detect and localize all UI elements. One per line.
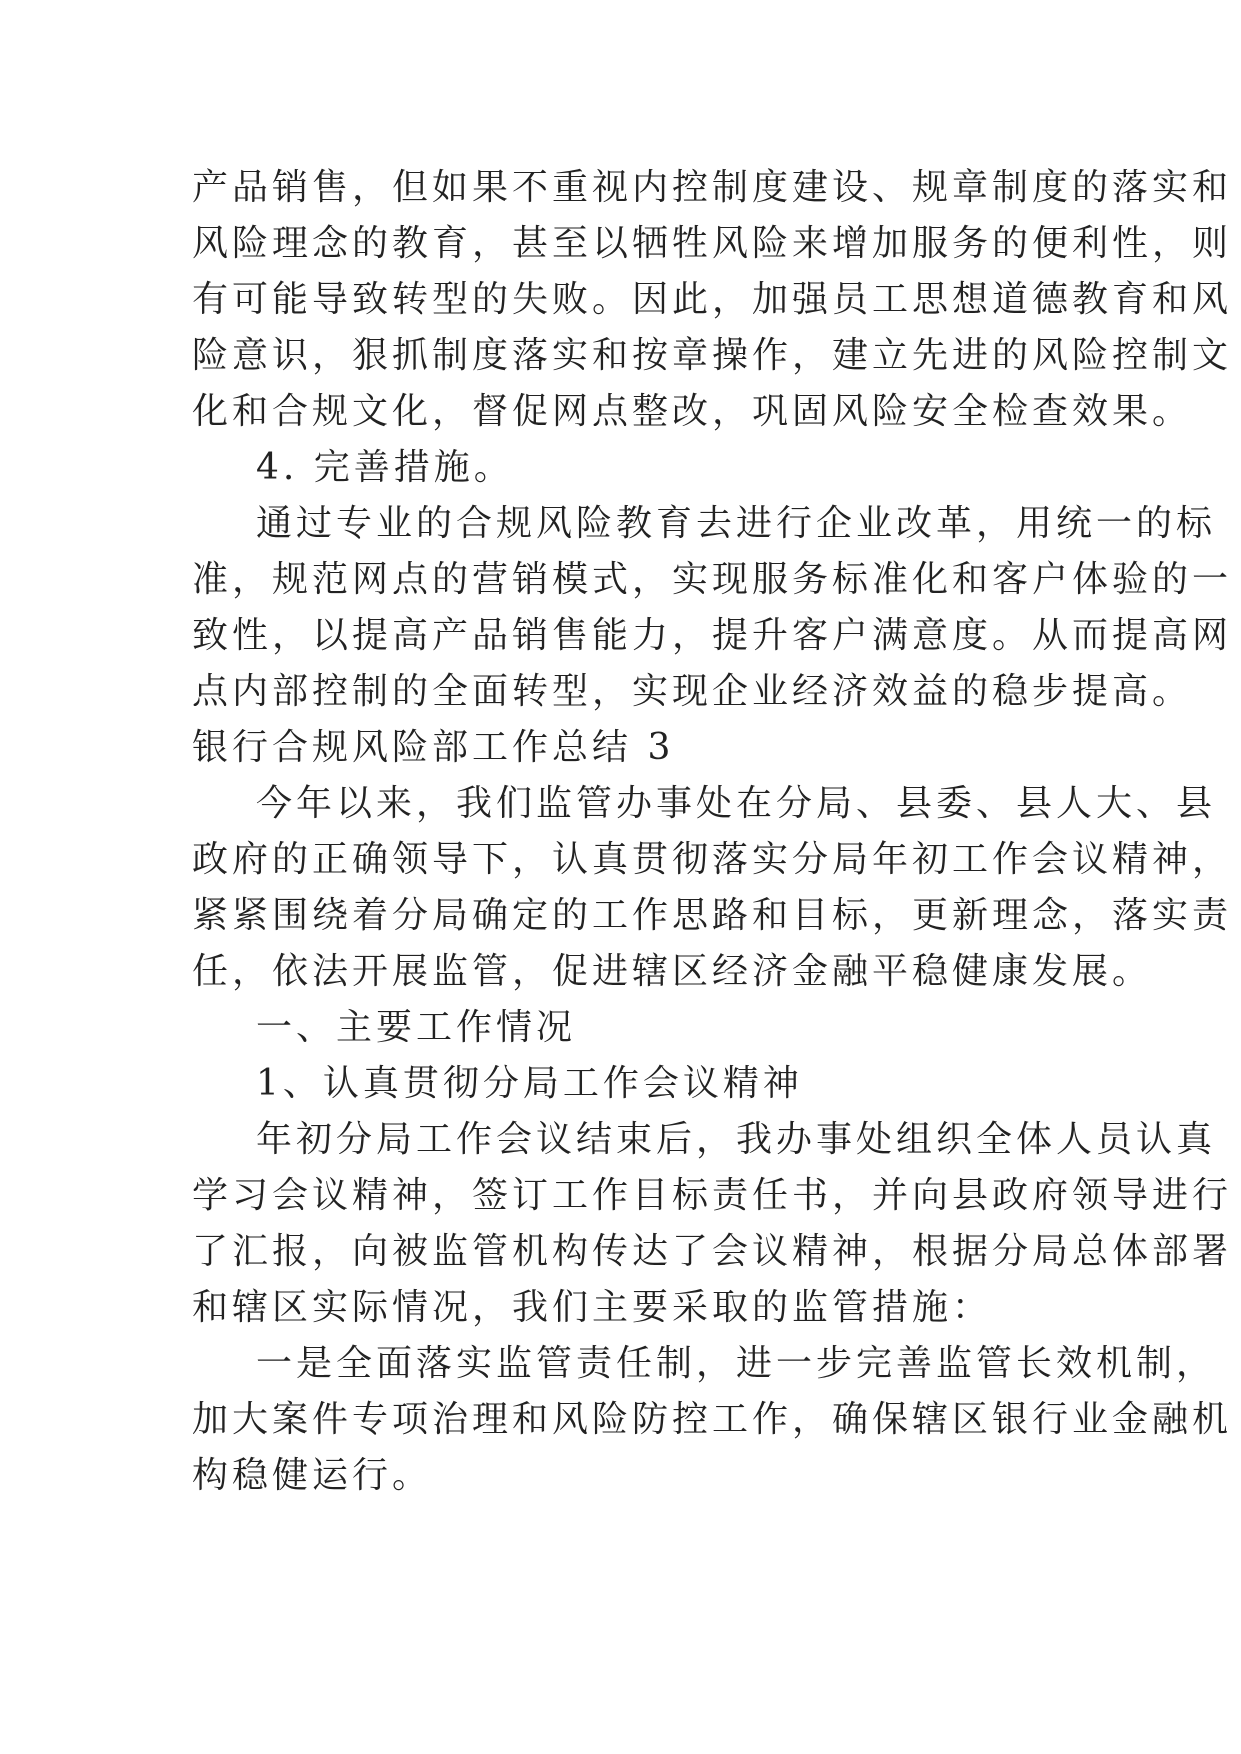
paragraph-line: 任，依法开展监管，促进辖区经济金融平稳健康发展。: [192, 951, 1153, 992]
paragraph-line: 险意识，狠抓制度落实和按章操作，建立先进的风险控制文: [192, 335, 1233, 376]
paragraph-line: 有可能导致转型的失败。因此，加强员工思想道德教育和风: [192, 279, 1233, 320]
paragraph-line: 一是全面落实监管责任制，进一步完善监管长效机制，: [256, 1343, 1217, 1384]
paragraph-line: 化和合规文化，督促网点整改，巩固风险安全检查效果。: [192, 391, 1193, 432]
paragraph-line: 今年以来，我们监管办事处在分局、县委、县人大、县: [256, 783, 1217, 824]
paragraph-line: 致性，以提高产品销售能力，提升客户满意度。从而提高网: [192, 615, 1233, 656]
section-heading: 一、主要工作情况: [256, 1007, 577, 1048]
paragraph-line: 点内部控制的全面转型，实现企业经济效益的稳步提高。: [192, 671, 1193, 712]
paragraph-line: 紧紧围绕着分局确定的工作思路和目标，更新理念，落实责: [192, 895, 1233, 936]
paragraph-line: 年初分局工作会议结束后，我办事处组织全体人员认真: [256, 1119, 1217, 1160]
paragraph-line: 准，规范网点的营销模式，实现服务标准化和客户体验的一: [192, 559, 1233, 600]
paragraph-line: 风险理念的教育，甚至以牺牲风险来增加服务的便利性，则: [192, 223, 1233, 264]
paragraph-line: 产品销售，但如果不重视内控制度建设、规章制度的落实和: [192, 167, 1233, 208]
paragraph-line: 通过专业的合规风险教育去进行企业改革，用统一的标: [256, 503, 1217, 544]
paragraph-line: 了汇报，向被监管机构传达了会议精神，根据分局总体部署: [192, 1231, 1233, 1272]
paragraph-line: 加大案件专项治理和风险防控工作，确保辖区银行业金融机: [192, 1399, 1233, 1440]
subsection-heading: 1、认真贯彻分局工作会议精神: [256, 1063, 803, 1104]
paragraph-line: 政府的正确领导下，认真贯彻落实分局年初工作会议精神，: [192, 839, 1233, 880]
document-title: 银行合规风险部工作总结 3: [192, 727, 675, 768]
paragraph-line: 学习会议精神，签订工作目标责任书，并向县政府领导进行: [192, 1175, 1233, 1216]
paragraph-line: 构稳健运行。: [192, 1455, 433, 1496]
paragraph-line: 和辖区实际情况，我们主要采取的监管措施：: [192, 1287, 993, 1328]
section-heading: 4. 完善措施。: [256, 447, 514, 488]
